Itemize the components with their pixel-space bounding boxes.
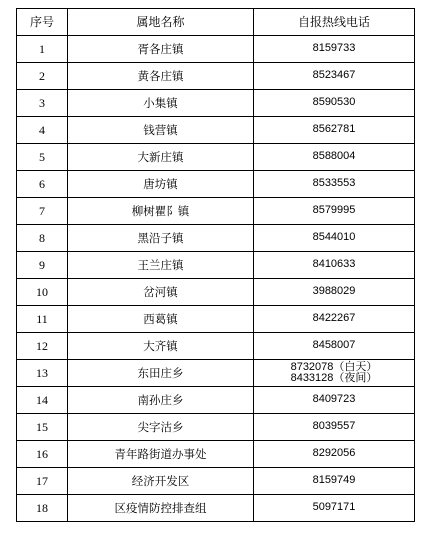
hotline-phone-cell — [254, 198, 415, 225]
row-number: 3 — [17, 90, 68, 117]
hotline-phone-cell — [254, 63, 415, 90]
hotline-phone-cell — [254, 306, 415, 333]
row-number: 10 — [17, 279, 68, 306]
row-number: 7 — [17, 198, 68, 225]
row-number: 18 — [17, 495, 68, 522]
row-number: 14 — [17, 387, 68, 414]
hotline-phone-cell — [254, 225, 415, 252]
hotline-phone-cell — [254, 144, 415, 171]
hotline-phone-number: 8292056 — [312, 447, 356, 460]
hotline-phone-number: 3988029 — [312, 285, 356, 298]
hotline-phone-number: 8422267 — [312, 312, 356, 325]
table-row — [17, 225, 415, 252]
location-name: 经济开发区 — [68, 468, 254, 495]
table-row — [17, 63, 415, 90]
hotline-phone-number: 8533553 — [312, 177, 356, 190]
location-name: 区疫情防控排查组 — [68, 495, 254, 522]
table-row — [17, 387, 415, 414]
hotline-phone-cell — [254, 36, 415, 63]
hotline-phone-number: 8159733 — [312, 42, 356, 55]
location-name: 岔河镇 — [68, 279, 254, 306]
hotline-phone-cell — [254, 279, 415, 306]
table-row — [17, 495, 415, 522]
hotline-phone-number: 8159749 — [312, 474, 356, 487]
hotline-phone-cell — [254, 360, 415, 387]
hotline-phone-cell — [254, 252, 415, 279]
hotline-phone-number: 8588004 — [312, 150, 356, 163]
table-row — [17, 252, 415, 279]
location-name: 西葛镇 — [68, 306, 254, 333]
location-name: 黄各庄镇 — [68, 63, 254, 90]
hotline-table — [16, 8, 415, 522]
location-name: 尖字沽乡 — [68, 414, 254, 441]
column-header-phone: 自报热线电话 — [254, 9, 415, 36]
hotline-phone-number: 8590530 — [312, 96, 356, 109]
location-name: 黑沿子镇 — [68, 225, 254, 252]
column-header-number: 序号 — [17, 9, 68, 36]
hotline-phone-number: 8732078（白天） — [290, 360, 378, 373]
hotline-phone-number: 8523467 — [312, 69, 356, 82]
table-header-row — [17, 9, 415, 36]
hotline-phone-cell — [254, 495, 415, 522]
location-name: 大齐镇 — [68, 333, 254, 360]
row-number: 1 — [17, 36, 68, 63]
hotline-phone-cell — [254, 333, 415, 360]
hotline-phone-number: 8458007 — [312, 339, 356, 352]
location-name: 胥各庄镇 — [68, 36, 254, 63]
table-row — [17, 117, 415, 144]
hotline-phone-number: 8544010 — [312, 231, 356, 244]
table-row — [17, 441, 415, 468]
row-number: 8 — [17, 225, 68, 252]
hotline-phone-cell — [254, 441, 415, 468]
row-number: 12 — [17, 333, 68, 360]
hotline-phone-cell — [254, 468, 415, 495]
table-row — [17, 144, 415, 171]
row-number: 6 — [17, 171, 68, 198]
row-number: 15 — [17, 414, 68, 441]
table-body — [17, 36, 415, 522]
location-name: 南孙庄乡 — [68, 387, 254, 414]
row-number: 5 — [17, 144, 68, 171]
table-row — [17, 198, 415, 225]
hotline-phone-cell — [254, 414, 415, 441]
hotline-phone-cell — [254, 117, 415, 144]
location-name: 小集镇 — [68, 90, 254, 117]
hotline-phone-number: 8579995 — [312, 204, 356, 217]
location-name: 王兰庄镇 — [68, 252, 254, 279]
row-number: 2 — [17, 63, 68, 90]
hotline-phone-number: 8409723 — [312, 393, 356, 406]
table-row — [17, 333, 415, 360]
table-row — [17, 279, 415, 306]
table-row — [17, 360, 415, 387]
row-number: 11 — [17, 306, 68, 333]
row-number: 4 — [17, 117, 68, 144]
hotline-phone-number: 8433128（夜间） — [290, 372, 378, 384]
table-row — [17, 90, 415, 117]
row-number: 17 — [17, 468, 68, 495]
table-row — [17, 468, 415, 495]
hotline-phone-number: 5097171 — [312, 501, 356, 514]
table-row — [17, 414, 415, 441]
hotline-phone-number: 8410633 — [312, 258, 356, 271]
hotline-table-container — [16, 8, 414, 522]
location-name: 柳树瞿阝镇 — [68, 198, 254, 225]
location-name: 唐坊镇 — [68, 171, 254, 198]
table-row — [17, 306, 415, 333]
row-number: 13 — [17, 360, 68, 387]
location-name: 钱营镇 — [68, 117, 254, 144]
hotline-phone-number: 8562781 — [312, 123, 356, 136]
table-row — [17, 171, 415, 198]
location-name: 青年路街道办事处 — [68, 441, 254, 468]
row-number: 9 — [17, 252, 68, 279]
table-row — [17, 36, 415, 63]
hotline-phone-cell — [254, 387, 415, 414]
hotline-phone-number: 8039557 — [312, 420, 356, 433]
location-name: 大新庄镇 — [68, 144, 254, 171]
column-header-name: 属地名称 — [68, 9, 254, 36]
hotline-phone-cell — [254, 90, 415, 117]
location-name: 东田庄乡 — [68, 360, 254, 387]
hotline-phone-cell — [254, 171, 415, 198]
row-number: 16 — [17, 441, 68, 468]
